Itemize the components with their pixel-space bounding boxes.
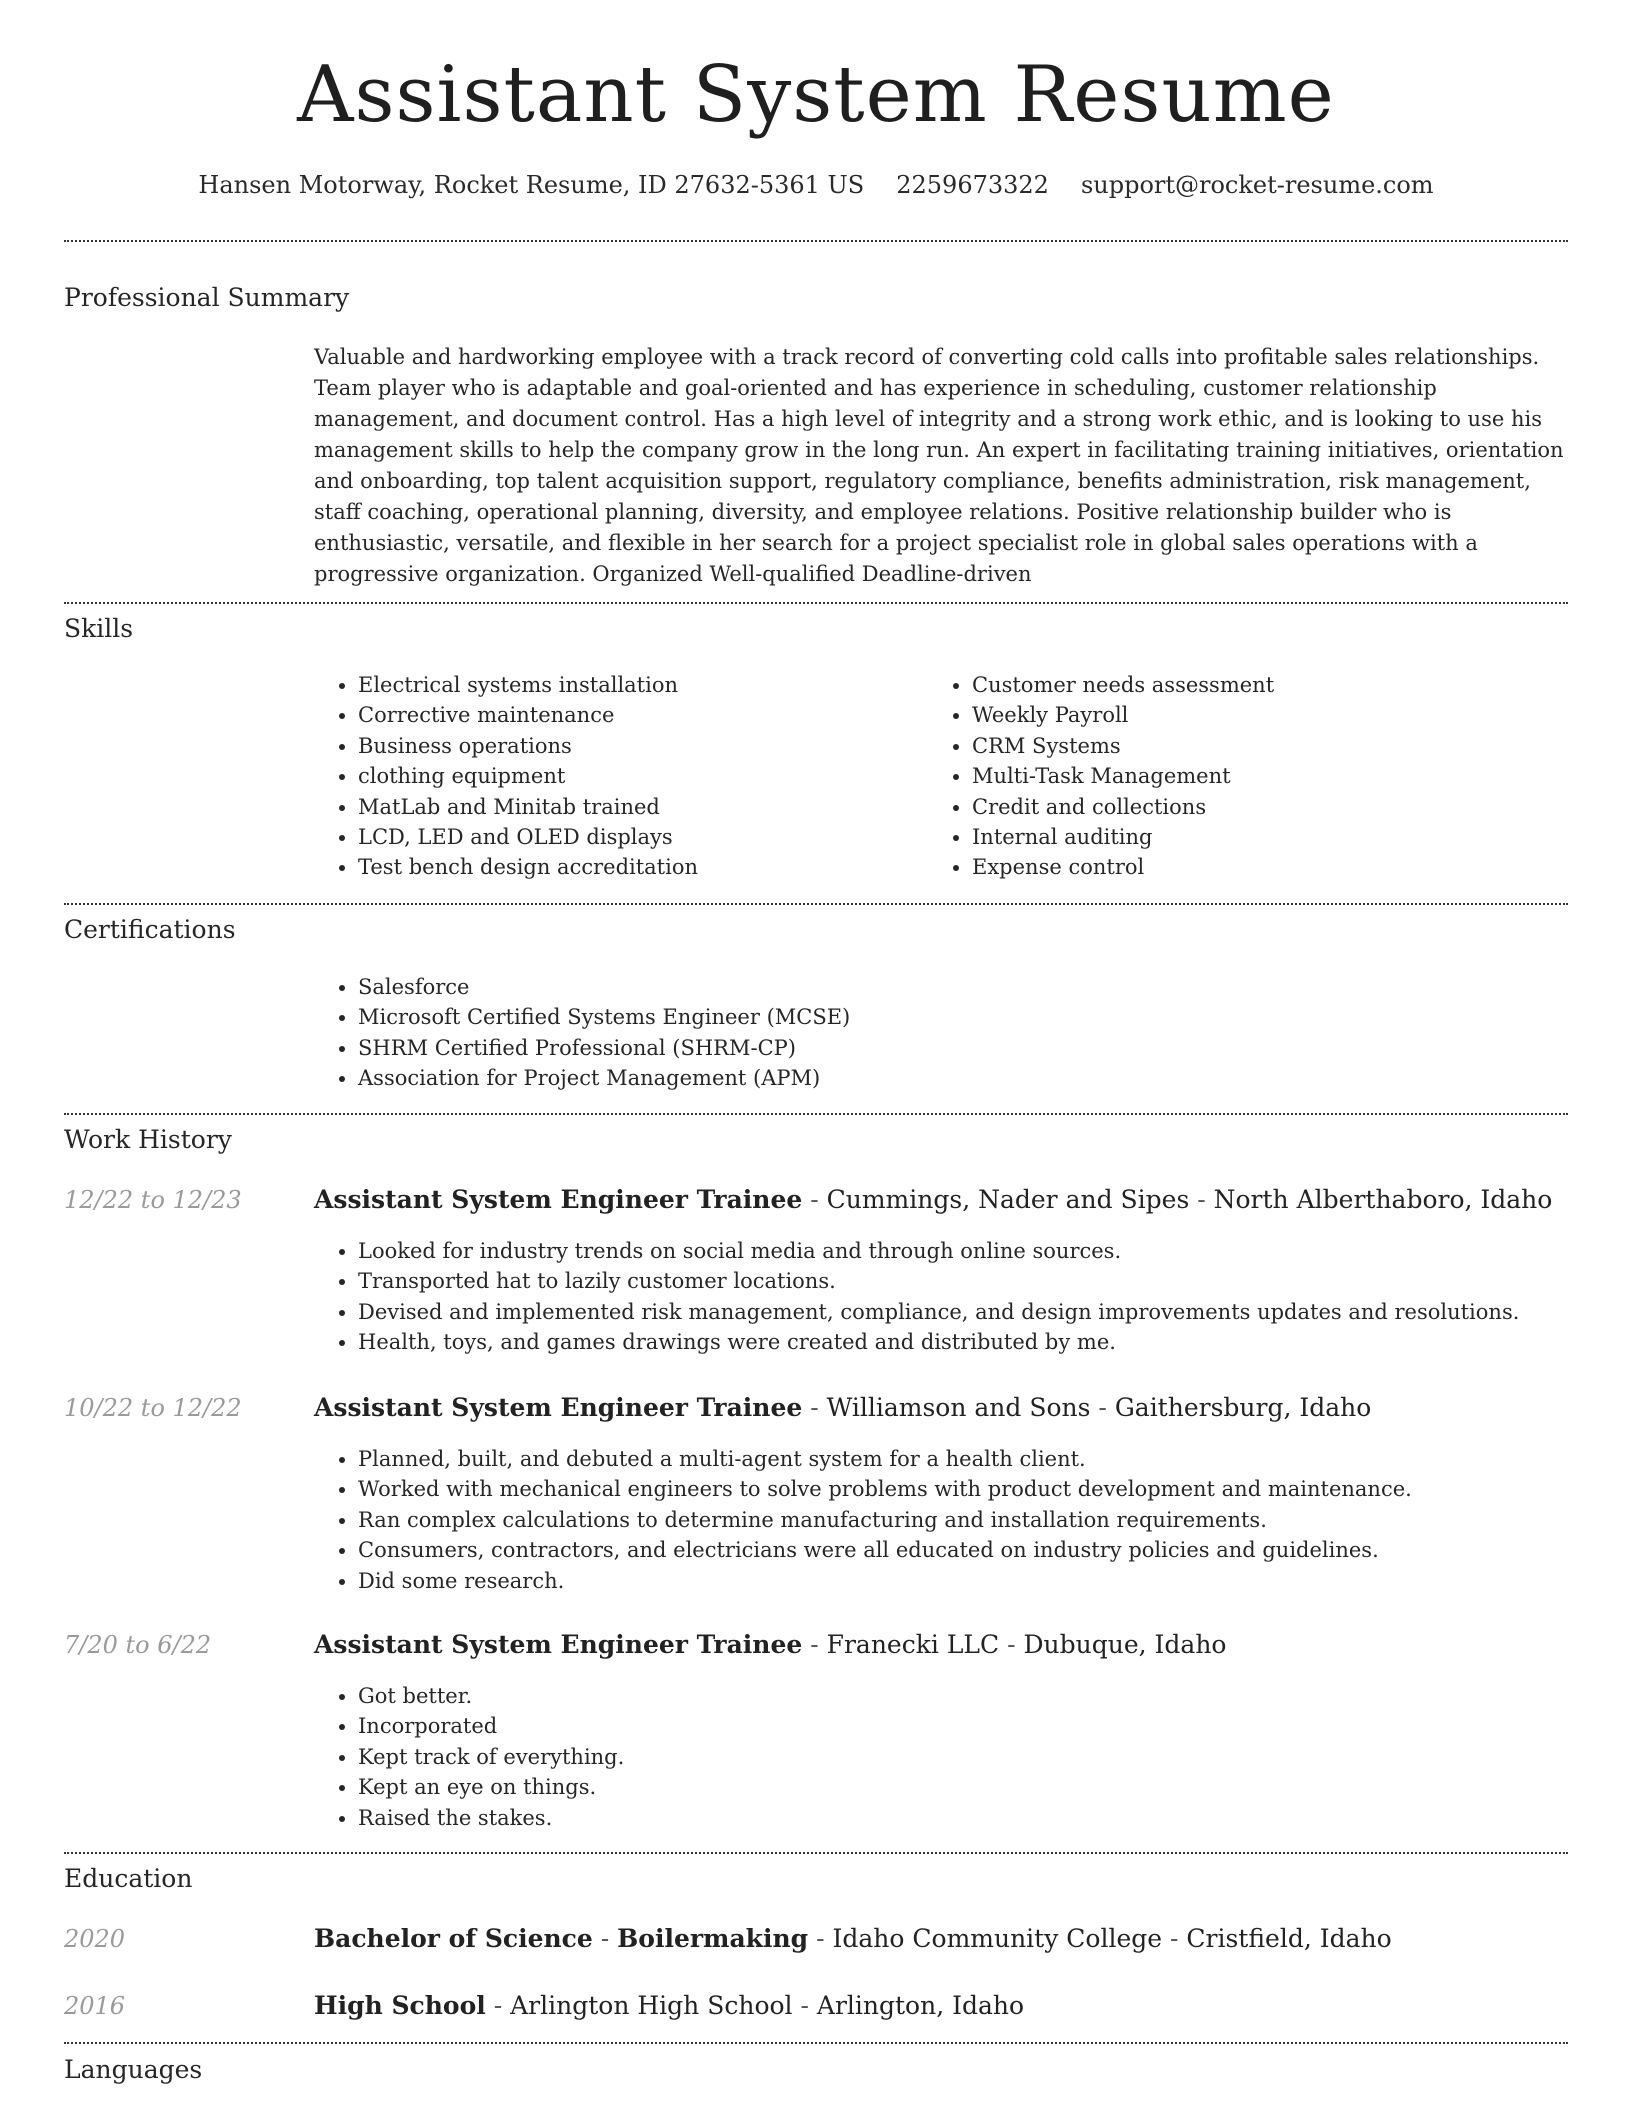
list-item: • Microsoft Certified Systems Engineer (MCSE): [358, 1002, 1558, 1032]
certifications-heading: Certifications: [64, 915, 236, 944]
list-item: • Got better.: [358, 1681, 1608, 1711]
summary-heading: Professional Summary: [64, 283, 350, 312]
job-dates: 10/22 to 12/22: [64, 1394, 242, 1422]
job-bullets: [314, 1444, 1608, 1596]
list-item: • Transported hat to lazily customer locations.: [358, 1266, 1608, 1296]
list-item: • Multi-Task Management: [972, 761, 1572, 791]
school-location: Cristfield, Idaho: [1186, 1924, 1392, 1953]
job-location: Gaithersburg, Idaho: [1114, 1393, 1372, 1422]
list-item: • Kept track of everything.: [358, 1742, 1608, 1772]
separator: -: [792, 1991, 817, 2020]
list-item: • Business operations: [358, 731, 918, 761]
list-item: • Ran complex calculations to determine manufacturing and installation requirements.: [358, 1505, 1608, 1535]
list-item: • clothing equipment: [358, 761, 918, 791]
school-name: Arlington High School: [510, 1991, 793, 2020]
languages-heading: Languages: [64, 2055, 203, 2084]
list-item: • Kept an eye on things.: [358, 1772, 1608, 1802]
list-item: • SHRM Certified Professional (SHRM-CP): [358, 1033, 1558, 1063]
list-item: • Credit and collections: [972, 792, 1572, 822]
job-title: Assistant System Engineer Trainee: [314, 1185, 803, 1214]
job-title: Assistant System Engineer Trainee: [314, 1630, 803, 1659]
list-item: • Devised and implemented risk management, compliance, and design improvements updates and resolutions.: [358, 1297, 1608, 1327]
education-entry: [314, 1924, 1392, 1953]
separator: -: [802, 1393, 827, 1422]
separator: -: [808, 1924, 833, 1953]
section-divider: [64, 2042, 1568, 2044]
job-company: Franecki LLC: [826, 1630, 1000, 1659]
degree: Bachelor of Science: [314, 1924, 593, 1953]
list-item: • Expense control: [972, 852, 1572, 882]
section-divider: [64, 240, 1568, 242]
section-divider: [64, 903, 1568, 905]
job-location: Dubuque, Idaho: [1023, 1630, 1227, 1659]
separator: -: [999, 1630, 1024, 1659]
job-company: Williamson and Sons: [826, 1393, 1091, 1422]
list-item: • Weekly Payroll: [972, 700, 1572, 730]
job-dates: 12/22 to 12/23: [64, 1186, 242, 1214]
job-heading: [314, 1185, 1552, 1214]
separator: -: [802, 1630, 827, 1659]
education-entry: [314, 1991, 1024, 2020]
education-year: 2020: [64, 1925, 126, 1953]
contact-email: support@rocket-resume.com: [1080, 171, 1434, 199]
list-item: • CRM Systems: [972, 731, 1572, 761]
degree: High School: [314, 1991, 486, 2020]
list-item: • Test bench design accreditation: [358, 852, 918, 882]
school-location: Arlington, Idaho: [816, 1991, 1025, 2020]
summary-text: Valuable and hardworking employee with a track record of converting cold calls into profitable sales relationships. Team player who is adaptable and goal-oriented and has experience in scheduling, customer relationship management, and document control. Has a high level of integrity and a strong work ethic, and is looking to use his management skills to help the company grow in the long run. An expert in facilitating training initiatives, orientation and onboarding, top talent acquisition support, regulatory compliance, benefits administration, risk management, staff coaching, operational planning, diversity, and employee relations. Positive relationship builder who is enthusiastic, versatile, and flexible in her search for a project specialist role in global sales operations with a progressive organization. Organized Well-qualified Deadline-driven: [314, 345, 1564, 586]
job-dates: 7/20 to 6/22: [64, 1631, 212, 1659]
job-heading: [314, 1393, 1371, 1422]
list-item: • Raised the stakes.: [358, 1803, 1608, 1833]
job-company: Cummings, Nader and Sipes: [826, 1185, 1190, 1214]
contact-line: [0, 171, 1632, 199]
separator: -: [592, 1924, 618, 1953]
list-item: • Incorporated: [358, 1711, 1608, 1741]
separator: -: [1189, 1185, 1214, 1214]
section-divider: [64, 1113, 1568, 1115]
resume-title: Assistant System Resume: [297, 50, 1335, 140]
separator: -: [1162, 1924, 1187, 1953]
skills-heading: Skills: [64, 614, 134, 643]
job-location: North Alberthaboro, Idaho: [1213, 1185, 1553, 1214]
certifications-list: [314, 972, 1558, 1094]
contact-phone: 2259673322: [896, 171, 1049, 199]
job-bullets: [314, 1236, 1608, 1358]
list-item: • Did some research.: [358, 1566, 1608, 1596]
job-heading: [314, 1630, 1226, 1659]
list-item: • Association for Project Management (APM): [358, 1063, 1558, 1093]
list-item: • Internal auditing: [972, 822, 1572, 852]
job-bullets: [314, 1681, 1608, 1833]
section-divider: [64, 1852, 1568, 1854]
list-item: • Planned, built, and debuted a multi-agent system for a health client.: [358, 1444, 1608, 1474]
list-item: • Electrical systems installation: [358, 670, 918, 700]
list-item: • Looked for industry trends on social media and through online sources.: [358, 1236, 1608, 1266]
contact-address: Hansen Motorway, Rocket Resume, ID 27632-5361 US: [198, 171, 865, 199]
field-of-study: Boilermaking: [617, 1924, 809, 1953]
list-item: • Health, toys, and games drawings were created and distributed by me.: [358, 1327, 1608, 1357]
separator: -: [802, 1185, 827, 1214]
skills-list-right: [928, 670, 1572, 883]
skills-list-left: [314, 670, 918, 883]
education-year: 2016: [64, 1992, 126, 2020]
education-heading: Education: [64, 1864, 193, 1893]
list-item: • Corrective maintenance: [358, 700, 918, 730]
list-item: • Customer needs assessment: [972, 670, 1572, 700]
work-history-heading: Work History: [64, 1125, 232, 1154]
list-item: • MatLab and Minitab trained: [358, 792, 918, 822]
separator: -: [485, 1991, 511, 2020]
school-name: Idaho Community College: [832, 1924, 1163, 1953]
job-title: Assistant System Engineer Trainee: [314, 1393, 803, 1422]
list-item: • Consumers, contractors, and electricians were all educated on industry policies and guidelines.: [358, 1535, 1608, 1565]
separator: -: [1090, 1393, 1115, 1422]
list-item: • LCD, LED and OLED displays: [358, 822, 918, 852]
section-divider: [64, 602, 1568, 604]
list-item: • Salesforce: [358, 972, 1558, 1002]
list-item: • Worked with mechanical engineers to solve problems with product development and maintenance.: [358, 1474, 1608, 1504]
